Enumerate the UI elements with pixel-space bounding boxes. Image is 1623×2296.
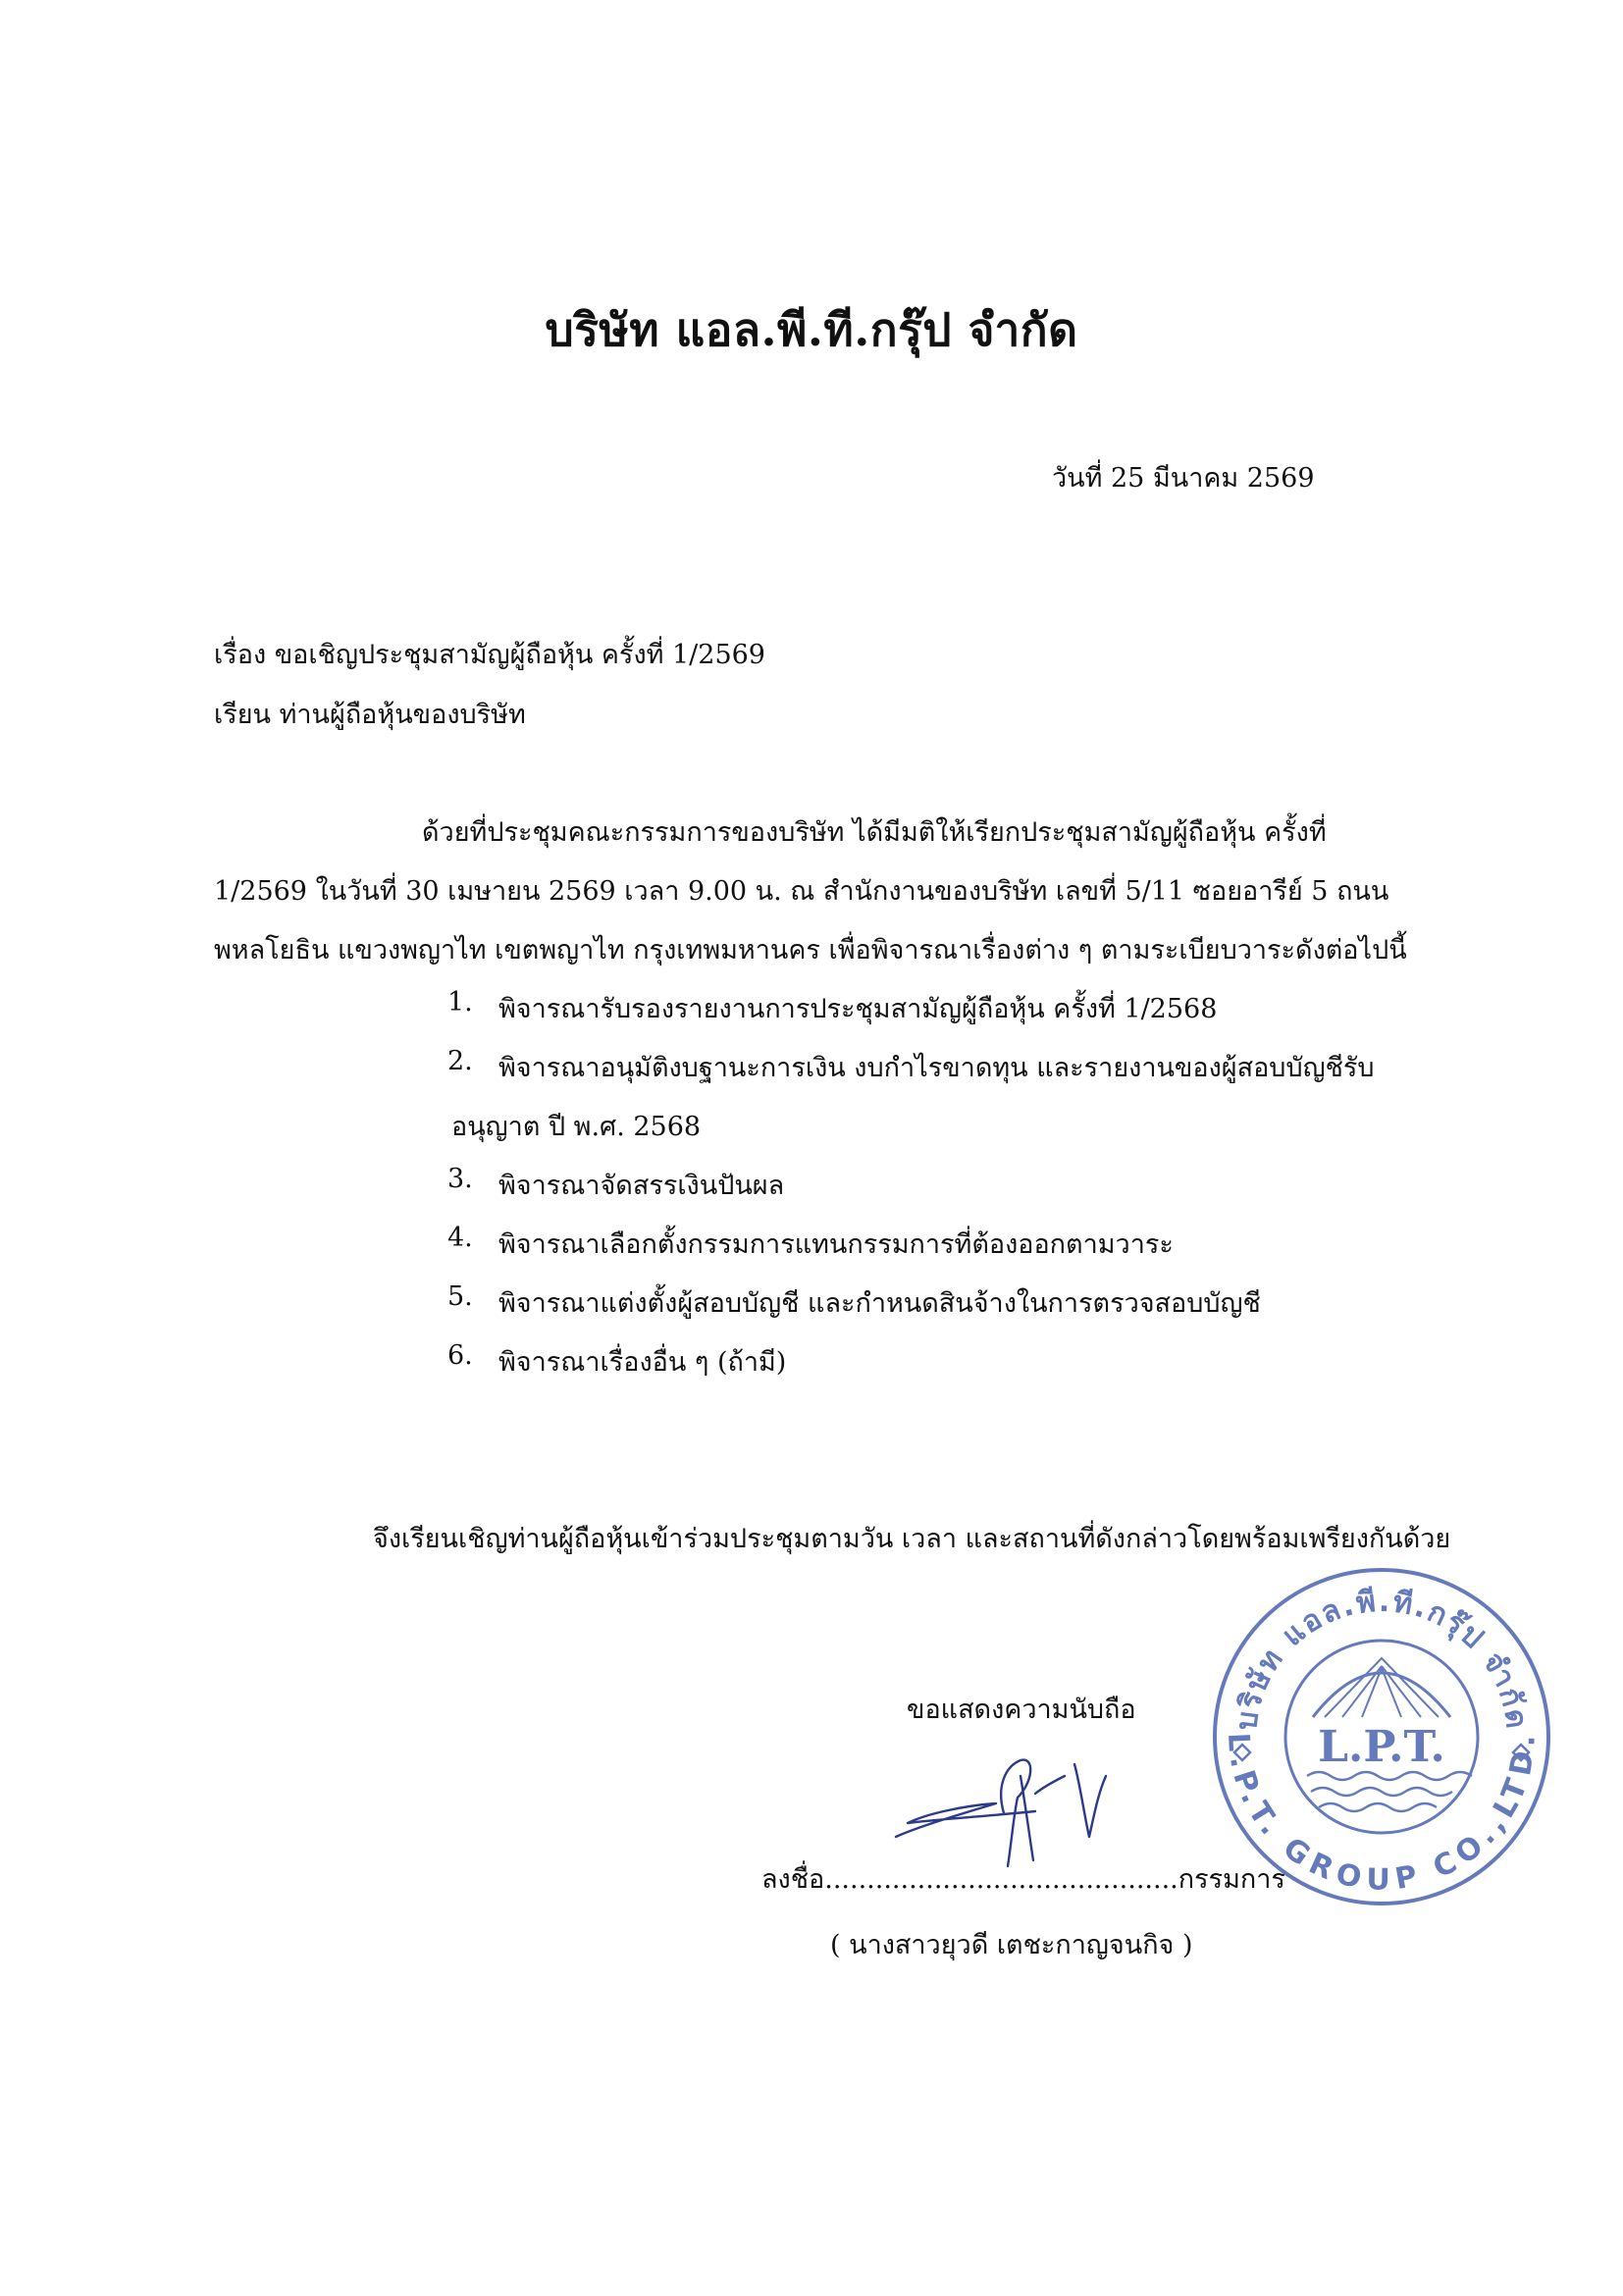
agenda-item-text: พิจารณารับรองรายงานการประชุมสามัญผู้ถือหุ้น ครั้งที่ 1/2568 xyxy=(498,994,1218,1024)
seal-top-text: บริษัท แอล.พี.ที.กรุ๊ป จำกัด xyxy=(1229,1584,1535,1733)
closing-paragraph: จึงเรียนเชิญท่านผู้ถือหุ้นเข้าร่วมประชุมตามวัน เวลา และสถานที่ดังกล่าวโดยพร้อมเพรียงกันด้วย xyxy=(373,1524,1451,1554)
body-paragraph-line: ด้วยที่ประชุมคณะกรรมการของบริษัท ได้มีมติให้เรียกประชุมสามัญผู้ถือหุ้น ครั้งที่ xyxy=(422,817,1327,848)
body-paragraph-line: 1/2569 ในวันที่ 30 เมษายน 2569 เวลา 9.00 น. ณ สำนักงานของบริษัท เลขที่ 5/11 ซอยอารีย์ 5 ถนน xyxy=(214,876,1389,907)
signature-line: ลงชื่อ..........................................กรรมการ xyxy=(761,1864,1285,1895)
agenda-item-text: พิจารณาแต่งตั้งผู้สอบบัญชี และกำหนดสินจ้างในการตรวจสอบบัญชี xyxy=(498,1288,1261,1319)
agenda-item-number: 5. xyxy=(447,1281,473,1312)
regards-line: ขอแสดงความนับถือ xyxy=(907,1695,1136,1725)
agenda-item-text: พิจารณาเรื่องอื่น ๆ (ถ้ามี) xyxy=(498,1347,787,1378)
agenda-item-continuation: อนุญาต ปี พ.ศ. 2568 xyxy=(451,1112,702,1142)
agenda-item-number: 3. xyxy=(447,1164,473,1194)
company-title: บริษัท แอล.พี.ที.กรุ๊ป จำกัด xyxy=(545,303,1078,356)
company-seal xyxy=(1205,1560,1558,1913)
body-paragraph-line: พหลโยธิน แขวงพญาไท เขตพญาไท กรุงเทพมหานคร เพื่อพิจารณาเรื่องต่าง ๆ ตามระเบียบวาระดังต่อไปนี้ xyxy=(214,935,1407,965)
subject-line: เรื่อง ขอเชิญประชุมสามัญผู้ถือหุ้น ครั้งที่ 1/2569 xyxy=(214,640,765,670)
signer-name: ( นางสาวยุวดี เตชะกาญจนกิจ ) xyxy=(830,1930,1193,1960)
agenda-item-text: พิจารณาอนุมัติงบฐานะการเงิน งบกำไรขาดทุน และรายงานของผู้สอบบัญชีรับ xyxy=(498,1053,1375,1083)
agenda-item-text: พิจารณาเลือกตั้งกรรมการแทนกรรมการที่ต้องออกตามวาระ xyxy=(498,1229,1174,1260)
seal-logo-text: L.P.T. xyxy=(1318,1722,1445,1772)
signature xyxy=(888,1747,1114,1874)
agenda-item-number: 4. xyxy=(447,1223,473,1253)
agenda-item-number: 2. xyxy=(447,1046,473,1076)
salutation-line: เรียน ท่านผู้ถือหุ้นของบริษัท xyxy=(214,700,526,730)
agenda-item-text: พิจารณาจัดสรรเงินปันผล xyxy=(498,1171,785,1201)
agenda-item-number: 6. xyxy=(447,1340,473,1371)
seal-bottom-text: L.P.T. GROUP CO.,LTD. xyxy=(1221,1732,1543,1898)
agenda-item-number: 1. xyxy=(447,987,473,1018)
document-date: วันที่ 25 มีนาคม 2569 xyxy=(1052,463,1315,494)
